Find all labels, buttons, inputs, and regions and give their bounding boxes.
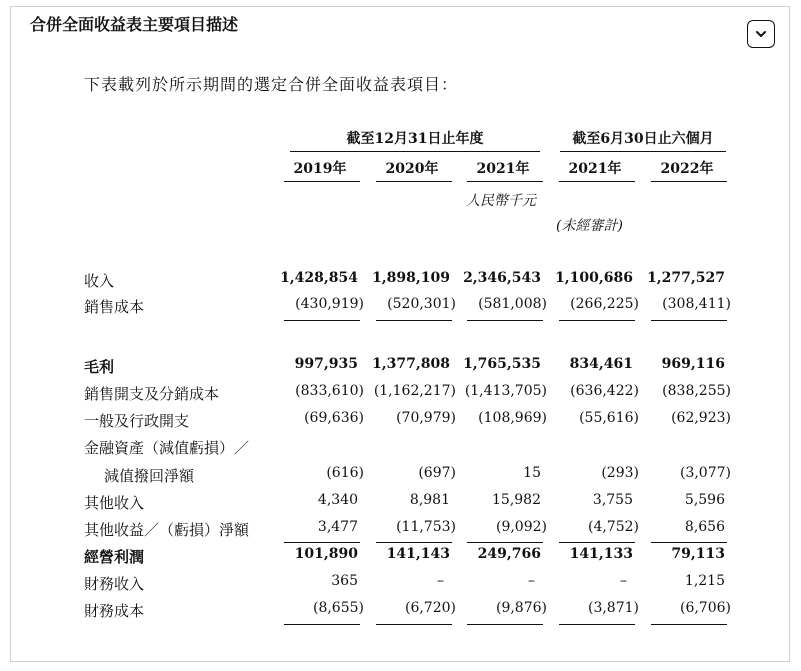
row-label: 毛利 [84,358,115,376]
group-header-underline [560,151,726,152]
cell-value: (11,753) [396,519,456,535]
cell-value: 365 [331,573,358,589]
row-label: 一般及行政開支 [84,412,190,430]
unaudited-note: (未經審計) [556,218,623,234]
cell-value: 141,133 [569,546,633,562]
year-underline [376,181,452,182]
year-underline [284,181,360,182]
year-header: 2021年 [476,161,530,177]
cell-value: 101,890 [294,546,358,562]
group-header-underline [290,151,540,152]
subtotal-underline [559,542,635,543]
cell-value: (9,876) [495,600,547,616]
cell-value: (55,616) [579,410,639,426]
cell-value: 249,766 [477,546,541,562]
subtotal-underline [467,320,543,321]
table-row [0,383,801,407]
cell-value: (1,162,217) [373,383,456,399]
cell-value: – [528,573,535,589]
year-header: 2022年 [660,161,714,177]
cell-value: 79,113 [671,546,725,562]
year-underline [651,181,727,182]
cell-value: (833,610) [295,383,364,399]
cell-value: 1,100,686 [555,270,633,286]
subtotal-underline [376,320,452,321]
cell-value: (9,092) [495,519,547,535]
subtotal-underline [284,542,360,543]
cell-value: 8,656 [684,519,725,535]
cell-value: 3,755 [592,492,633,508]
subtotal-underline [651,624,727,625]
cell-value: (70,979) [396,410,456,426]
cell-value: (6,720) [404,600,456,616]
cell-value: (3,077) [679,465,731,481]
cell-value: 1,898,109 [372,270,450,286]
subtotal-underline [284,320,360,321]
year-header: 2019年 [293,161,347,177]
year-header: 2020年 [385,161,439,177]
table-row [0,437,801,461]
table-row [0,573,801,597]
cell-value: (108,969) [478,410,547,426]
table-row [0,519,801,543]
table-row [0,465,801,489]
cell-value: 141,143 [386,546,450,562]
cell-value: 1,377,808 [372,356,450,372]
cell-value: 1,428,854 [280,270,358,286]
cell-value: 15 [523,465,541,481]
cell-value: (3,871) [587,600,639,616]
subtotal-underline [376,542,452,543]
cell-value: 1,765,535 [463,356,541,372]
row-label: 銷售開支及分銷成本 [84,385,220,403]
cell-value: (616) [326,465,364,481]
cell-value: (6,706) [679,600,731,616]
year-header: 2021年 [568,161,622,177]
subtotal-underline [651,320,727,321]
subtotal-underline [284,624,360,625]
section-title: 合併全面收益表主要項目描述 [30,15,239,34]
cell-value: 1,277,527 [647,270,725,286]
cell-value: (8,655) [312,600,364,616]
cell-value: (697) [418,465,456,481]
group-header-six-months: 截至6月30日止六個月 [572,131,714,147]
cell-value: – [437,573,444,589]
cell-value: (520,301) [387,296,456,312]
cell-value: 997,935 [294,356,358,372]
cell-value: (69,636) [304,410,364,426]
cell-value: (4,752) [587,519,639,535]
cell-value: (581,008) [478,296,547,312]
cell-value: 1,215 [684,573,725,589]
table-row [0,356,801,380]
intro-text: 下表載列於所示期間的選定合併全面收益表項目： [84,75,459,94]
row-label: 財務收入 [84,575,145,593]
group-header-year-end: 截至12月31日止年度 [346,131,484,147]
row-label: 減值撥回淨額 [104,467,195,485]
cell-value: (1,413,705) [464,383,547,399]
table-row [0,492,801,516]
chevron-down-icon [755,28,767,40]
row-label: 其他收入 [84,494,145,512]
row-label: 經營利潤 [84,548,145,566]
row-label: 其他收益／（虧損）淨額 [84,521,250,539]
cell-value: 8,981 [409,492,450,508]
row-label: 財務成本 [84,602,145,620]
cell-value: (293) [601,465,639,481]
year-underline [559,181,635,182]
row-label: 收入 [84,272,115,290]
table-row [0,410,801,434]
cell-value: 15,982 [492,492,541,508]
collapse-toggle-button[interactable] [747,20,775,48]
subtotal-underline [467,542,543,543]
subtotal-underline [467,624,543,625]
cell-value: (636,422) [570,383,639,399]
subtotal-underline [651,542,727,543]
subtotal-underline [559,320,635,321]
subtotal-underline [559,624,635,625]
cell-value: 834,461 [569,356,633,372]
table-row [0,296,801,320]
year-underline [467,181,543,182]
cell-value: – [620,573,627,589]
table-row [0,600,801,624]
cell-value: 969,116 [661,356,725,372]
cell-value: 5,596 [684,492,725,508]
cell-value: (430,919) [295,296,364,312]
unit-note: 人民幣千元 [466,193,536,209]
row-label: 銷售成本 [84,298,145,316]
subtotal-underline [376,624,452,625]
table-row [0,546,801,570]
cell-value: 3,477 [317,519,358,535]
cell-value: (308,411) [662,296,731,312]
table-row [0,270,801,294]
row-label: 金融資產（減值虧損）／ [84,439,250,457]
cell-value: (62,923) [671,410,731,426]
cell-value: (838,255) [662,383,731,399]
cell-value: 4,340 [317,492,358,508]
cell-value: (266,225) [570,296,639,312]
cell-value: 2,346,543 [463,270,541,286]
